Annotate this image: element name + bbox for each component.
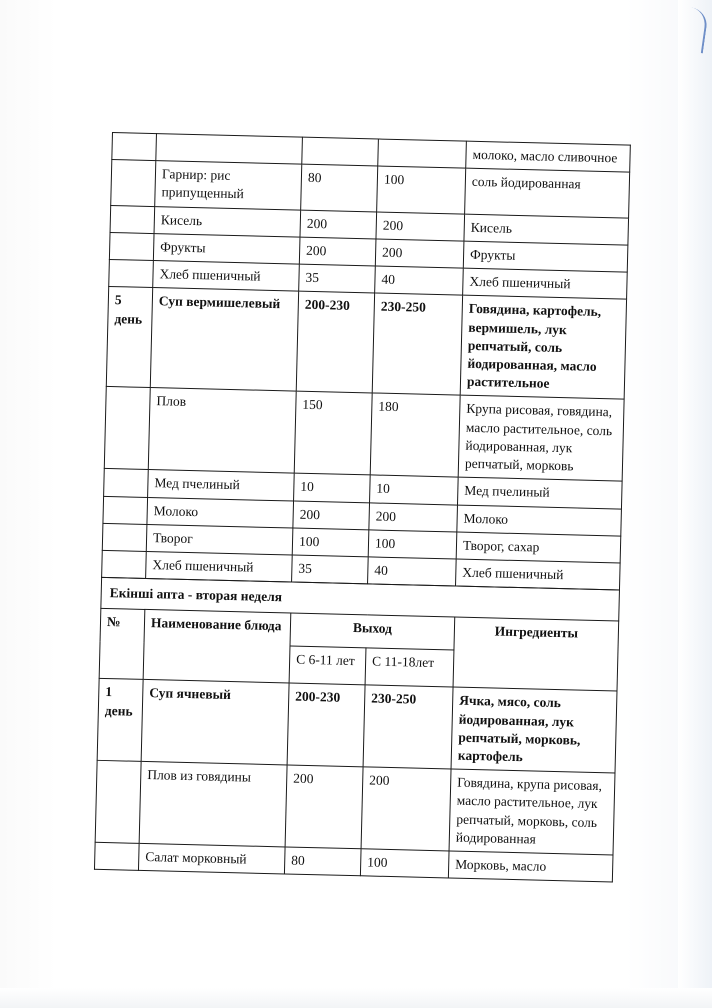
ingredients-cell: Морковь, масло <box>448 851 613 882</box>
dish-cell: Плов из говядины <box>139 762 287 847</box>
ingredients-cell: Говядина, крупа рисовая, масло растительное, лук репчатый, морковь, соль йодированная <box>449 769 615 855</box>
output-11-18-cell: 100 <box>360 849 449 878</box>
output-11-18-cell: 40 <box>368 557 457 586</box>
header-num: № <box>99 609 145 680</box>
output-11-18-cell: 200 <box>376 212 465 241</box>
ingredients-cell: Фрукты <box>463 241 628 272</box>
day-cell <box>103 496 148 524</box>
day-cell <box>110 205 155 233</box>
output-11-18-cell: 100 <box>377 166 466 214</box>
ingredients-cell: Творог, сахар <box>456 532 621 563</box>
menu-table-week1 <box>101 132 631 591</box>
output-6-11-cell: 200-230 <box>287 683 365 767</box>
dish-cell: Хлеб пшеничный <box>146 551 293 582</box>
table-row <box>106 287 626 400</box>
dish-cell: Фрукты <box>153 233 300 264</box>
ingredients-cell: Ячка, мясо, соль йодированная, лук репчатый, морковь, картофель <box>451 687 617 773</box>
output-6-11-cell: 100 <box>292 528 369 557</box>
output-11-18-cell <box>378 139 467 168</box>
ingredients-cell: Хлеб пшеничный <box>463 268 628 299</box>
day-cell <box>95 761 141 844</box>
day-cell <box>102 523 147 551</box>
ingredients-cell: молоко, масло сливочное <box>466 141 631 172</box>
week-title: Екінші апта - вторая неделя <box>101 578 620 622</box>
day-cell: 1 день <box>97 679 143 762</box>
day-cell <box>109 260 154 288</box>
dish-cell: Творог <box>146 524 293 555</box>
menu-table-week2 <box>94 577 620 883</box>
ingredients-cell: соль йодированная <box>465 168 630 217</box>
output-11-18-cell: 200 <box>375 239 464 268</box>
output-6-11-cell: 200 <box>299 237 376 266</box>
output-11-18-cell: 200 <box>369 502 458 531</box>
menu-document <box>94 132 631 883</box>
output-6-11-cell: 80 <box>301 164 378 211</box>
dish-cell: Суп вермишелевый <box>150 288 298 392</box>
day-cell <box>111 160 156 206</box>
output-11-18-cell: 230-250 <box>363 685 453 769</box>
dish-cell: Кисель <box>154 206 301 237</box>
day-cell <box>94 842 139 870</box>
output-11-18-cell: 100 <box>368 530 457 559</box>
header-age-6-11: С 6-11 лет <box>289 646 366 685</box>
dish-cell: Молоко <box>147 497 294 528</box>
day-cell <box>109 232 154 260</box>
ingredients-cell: Мед пчелиный <box>458 477 623 508</box>
output-6-11-cell: 80 <box>284 847 361 876</box>
header-ingredients: Ингредиенты <box>453 617 619 691</box>
header-output: Выход <box>290 613 455 650</box>
ingredients-cell: Говядина, картофель, вермишель, лук репчатый, соль йодированная, масло растительное <box>460 295 626 399</box>
output-11-18-cell: 180 <box>370 393 460 477</box>
table-row <box>95 761 615 856</box>
output-6-11-cell: 10 <box>294 473 371 502</box>
day-cell <box>102 550 147 578</box>
dish-cell: Гарнир: рис припущенный <box>155 161 302 210</box>
output-6-11-cell: 200-230 <box>296 291 374 393</box>
output-6-11-cell: 150 <box>294 391 372 475</box>
output-6-11-cell <box>302 137 379 166</box>
output-11-18-cell: 200 <box>361 767 451 851</box>
table-row <box>104 387 624 482</box>
table-row <box>97 679 617 774</box>
output-11-18-cell: 230-250 <box>372 293 462 395</box>
output-6-11-cell: 200 <box>285 765 363 849</box>
week1-rows <box>102 133 631 591</box>
ingredients-cell: Кисель <box>464 214 629 245</box>
dish-cell: Суп ячневый <box>141 680 289 765</box>
ingredients-cell: Хлеб пшеничный <box>456 559 621 590</box>
dish-cell: Салат морковный <box>138 844 285 875</box>
output-6-11-cell: 200 <box>300 210 377 239</box>
dish-cell: Мед пчелиный <box>148 470 295 501</box>
ingredients-cell: Крупа рисовая, говядина, масло растительное, соль йодированная, лук репчатый, морковь <box>458 395 624 481</box>
day-cell <box>104 387 150 470</box>
dish-cell <box>156 134 303 165</box>
output-6-11-cell: 35 <box>299 264 376 293</box>
ingredients-cell: Молоко <box>457 505 622 536</box>
output-11-18-cell: 40 <box>375 266 464 295</box>
day-cell <box>112 133 157 161</box>
day-cell <box>104 469 149 497</box>
day-cell: 5 день <box>106 287 152 388</box>
dish-cell: Плов <box>148 388 296 473</box>
page-bottom-shadow <box>0 988 712 1008</box>
output-6-11-cell: 35 <box>292 555 369 584</box>
header-dish: Наименование блюда <box>143 610 291 684</box>
page-edge <box>678 0 712 1008</box>
dish-cell: Хлеб пшеничный <box>153 261 300 292</box>
output-6-11-cell: 200 <box>293 501 370 530</box>
header-age-11-18: С 11-18лет <box>365 648 454 687</box>
output-11-18-cell: 10 <box>370 475 459 504</box>
